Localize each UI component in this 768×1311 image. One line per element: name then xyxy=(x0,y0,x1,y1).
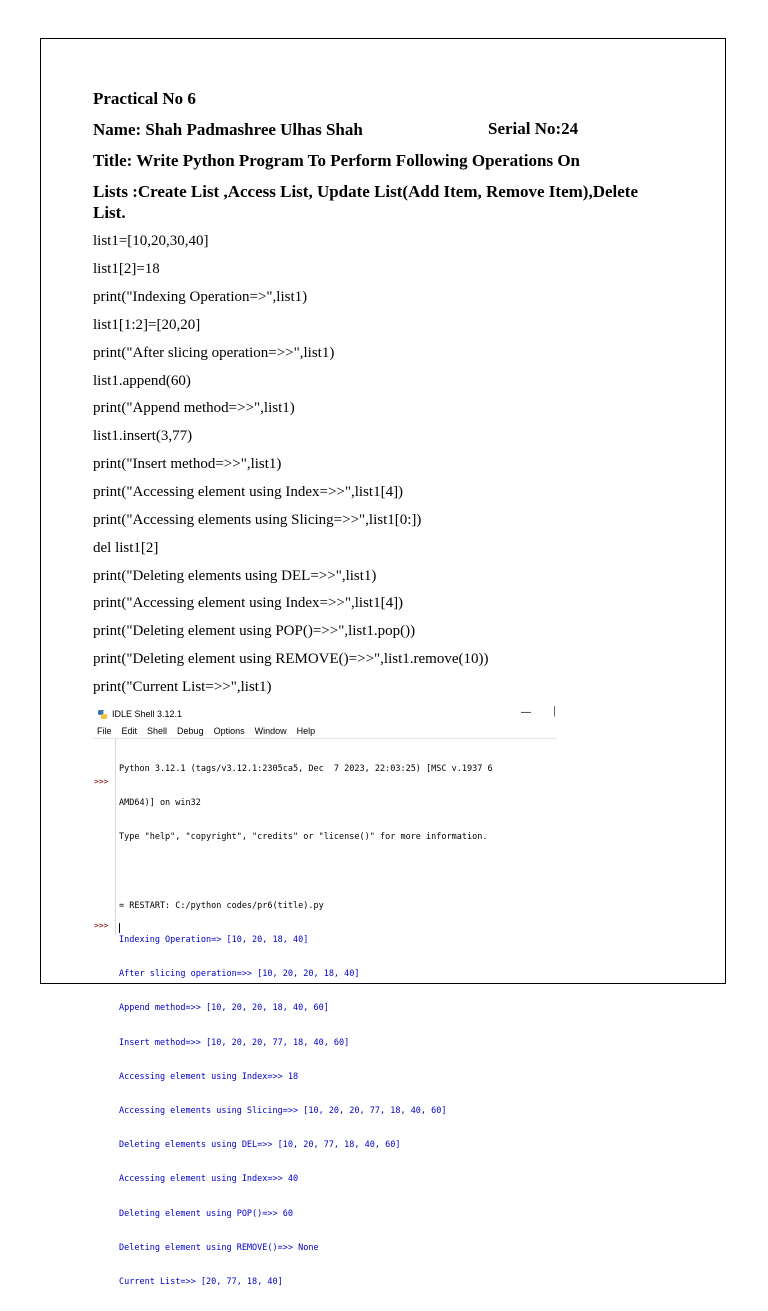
output-line: Insert method=>> [10, 20, 20, 77, 18, 40, 60] xyxy=(119,1037,350,1048)
idle-shell-screenshot xyxy=(93,704,557,1288)
code-line: print("Accessing element using Index=>>",list1[4]) xyxy=(93,595,404,611)
code-line: list1[1:2]=[20,20] xyxy=(93,317,201,333)
shell-output-area[interactable] xyxy=(93,738,557,1288)
student-name: Name: Shah Padmashree Ulhas Shah xyxy=(93,120,363,139)
code-line: print("Append method=>>",list1) xyxy=(93,400,295,416)
title-line-3: List. xyxy=(93,203,126,222)
output-line: Deleting element using REMOVE()=>> None xyxy=(119,1242,319,1253)
output-line: Accessing elements using Slicing=>> [10, 20, 20, 77, 18, 40, 60] xyxy=(119,1106,447,1116)
output-line: Accessing element using Index=>> 18 xyxy=(119,1071,299,1082)
minimize-button[interactable]: — xyxy=(521,707,531,718)
code-line: print("Deleting element using REMOVE()=>>",list1.remove(10)) xyxy=(93,651,489,667)
output-line: Current List=>> [20, 77, 18, 40] xyxy=(119,1277,283,1288)
shell-prompt: >>> xyxy=(94,777,109,786)
menu-shell[interactable]: Shell xyxy=(147,726,168,736)
code-line: print("Insert method=>>",list1) xyxy=(93,456,282,472)
output-line: Accessing element using Index=>> 40 xyxy=(119,1174,299,1185)
menu-help[interactable]: Help xyxy=(296,726,316,736)
shell-text xyxy=(119,741,493,1311)
code-line: print("Accessing element using Index=>>",list1[4]) xyxy=(93,484,404,500)
menu-options[interactable]: Options xyxy=(213,726,245,736)
code-line: del list1[2] xyxy=(93,540,159,556)
maximize-button[interactable]: | xyxy=(553,705,556,717)
banner-line: Type "help", "copyright", "credits" or "license()" for more information. xyxy=(119,832,488,843)
menu-file[interactable]: File xyxy=(97,726,112,736)
blank-line xyxy=(119,866,493,877)
idle-title-bar xyxy=(93,704,557,724)
code-line: list1.insert(3,77) xyxy=(93,428,193,444)
menu-debug[interactable]: Debug xyxy=(177,726,204,736)
output-line: Deleting elements using DEL=>> [10, 20, 77, 18, 40, 60] xyxy=(119,1140,401,1151)
serial-number: Serial No:24 xyxy=(488,119,579,138)
shell-prompt: >>> xyxy=(94,921,109,930)
menu-window[interactable]: Window xyxy=(254,726,287,736)
code-line: print("Accessing elements using Slicing=>>",list1[0:]) xyxy=(93,512,422,528)
practical-number: Practical No 6 xyxy=(93,89,196,108)
code-line: print("After slicing operation=>>",list1) xyxy=(93,345,335,361)
output-line: After slicing operation=>> [10, 20, 20, 18, 40] xyxy=(119,969,360,980)
code-line: list1.append(60) xyxy=(93,373,191,389)
title-line-2: Lists :Create List ,Access List, Update List(Add Item, Remove Item),Delete xyxy=(93,182,638,201)
output-line: Deleting element using POP()=>> 60 xyxy=(119,1208,293,1219)
code-line: print("Current List=>>",list1) xyxy=(93,679,272,695)
python-logo-icon xyxy=(97,709,108,720)
code-line: list1[2]=18 xyxy=(93,261,160,277)
restart-line: = RESTART: C:/python codes/pr6(title).py xyxy=(119,900,324,911)
prompt-gutter xyxy=(93,739,116,935)
code-line: print("Deleting elements using DEL=>>",list1) xyxy=(93,568,377,584)
output-line: Indexing Operation=> [10, 20, 18, 40] xyxy=(119,934,309,945)
code-line: print("Indexing Operation=>",list1) xyxy=(93,289,308,305)
code-line: print("Deleting element using POP()=>>",list1.pop()) xyxy=(93,623,416,639)
text-cursor xyxy=(119,923,120,933)
output-line: Append method=>> [10, 20, 20, 18, 40, 60] xyxy=(119,1003,329,1014)
code-line: list1=[10,20,30,40] xyxy=(93,233,209,249)
title-line-1: Title: Write Python Program To Perform Following Operations On xyxy=(93,151,580,170)
idle-window-title: IDLE Shell 3.12.1 xyxy=(112,709,183,719)
menu-edit[interactable]: Edit xyxy=(121,726,138,736)
banner-line: Python 3.12.1 (tags/v3.12.1:2305ca5, Dec 7 2023, 22:03:25) [MSC v.1937 6 xyxy=(119,763,493,774)
idle-menu-bar xyxy=(93,724,557,738)
banner-line: AMD64)] on win32 xyxy=(119,798,201,809)
